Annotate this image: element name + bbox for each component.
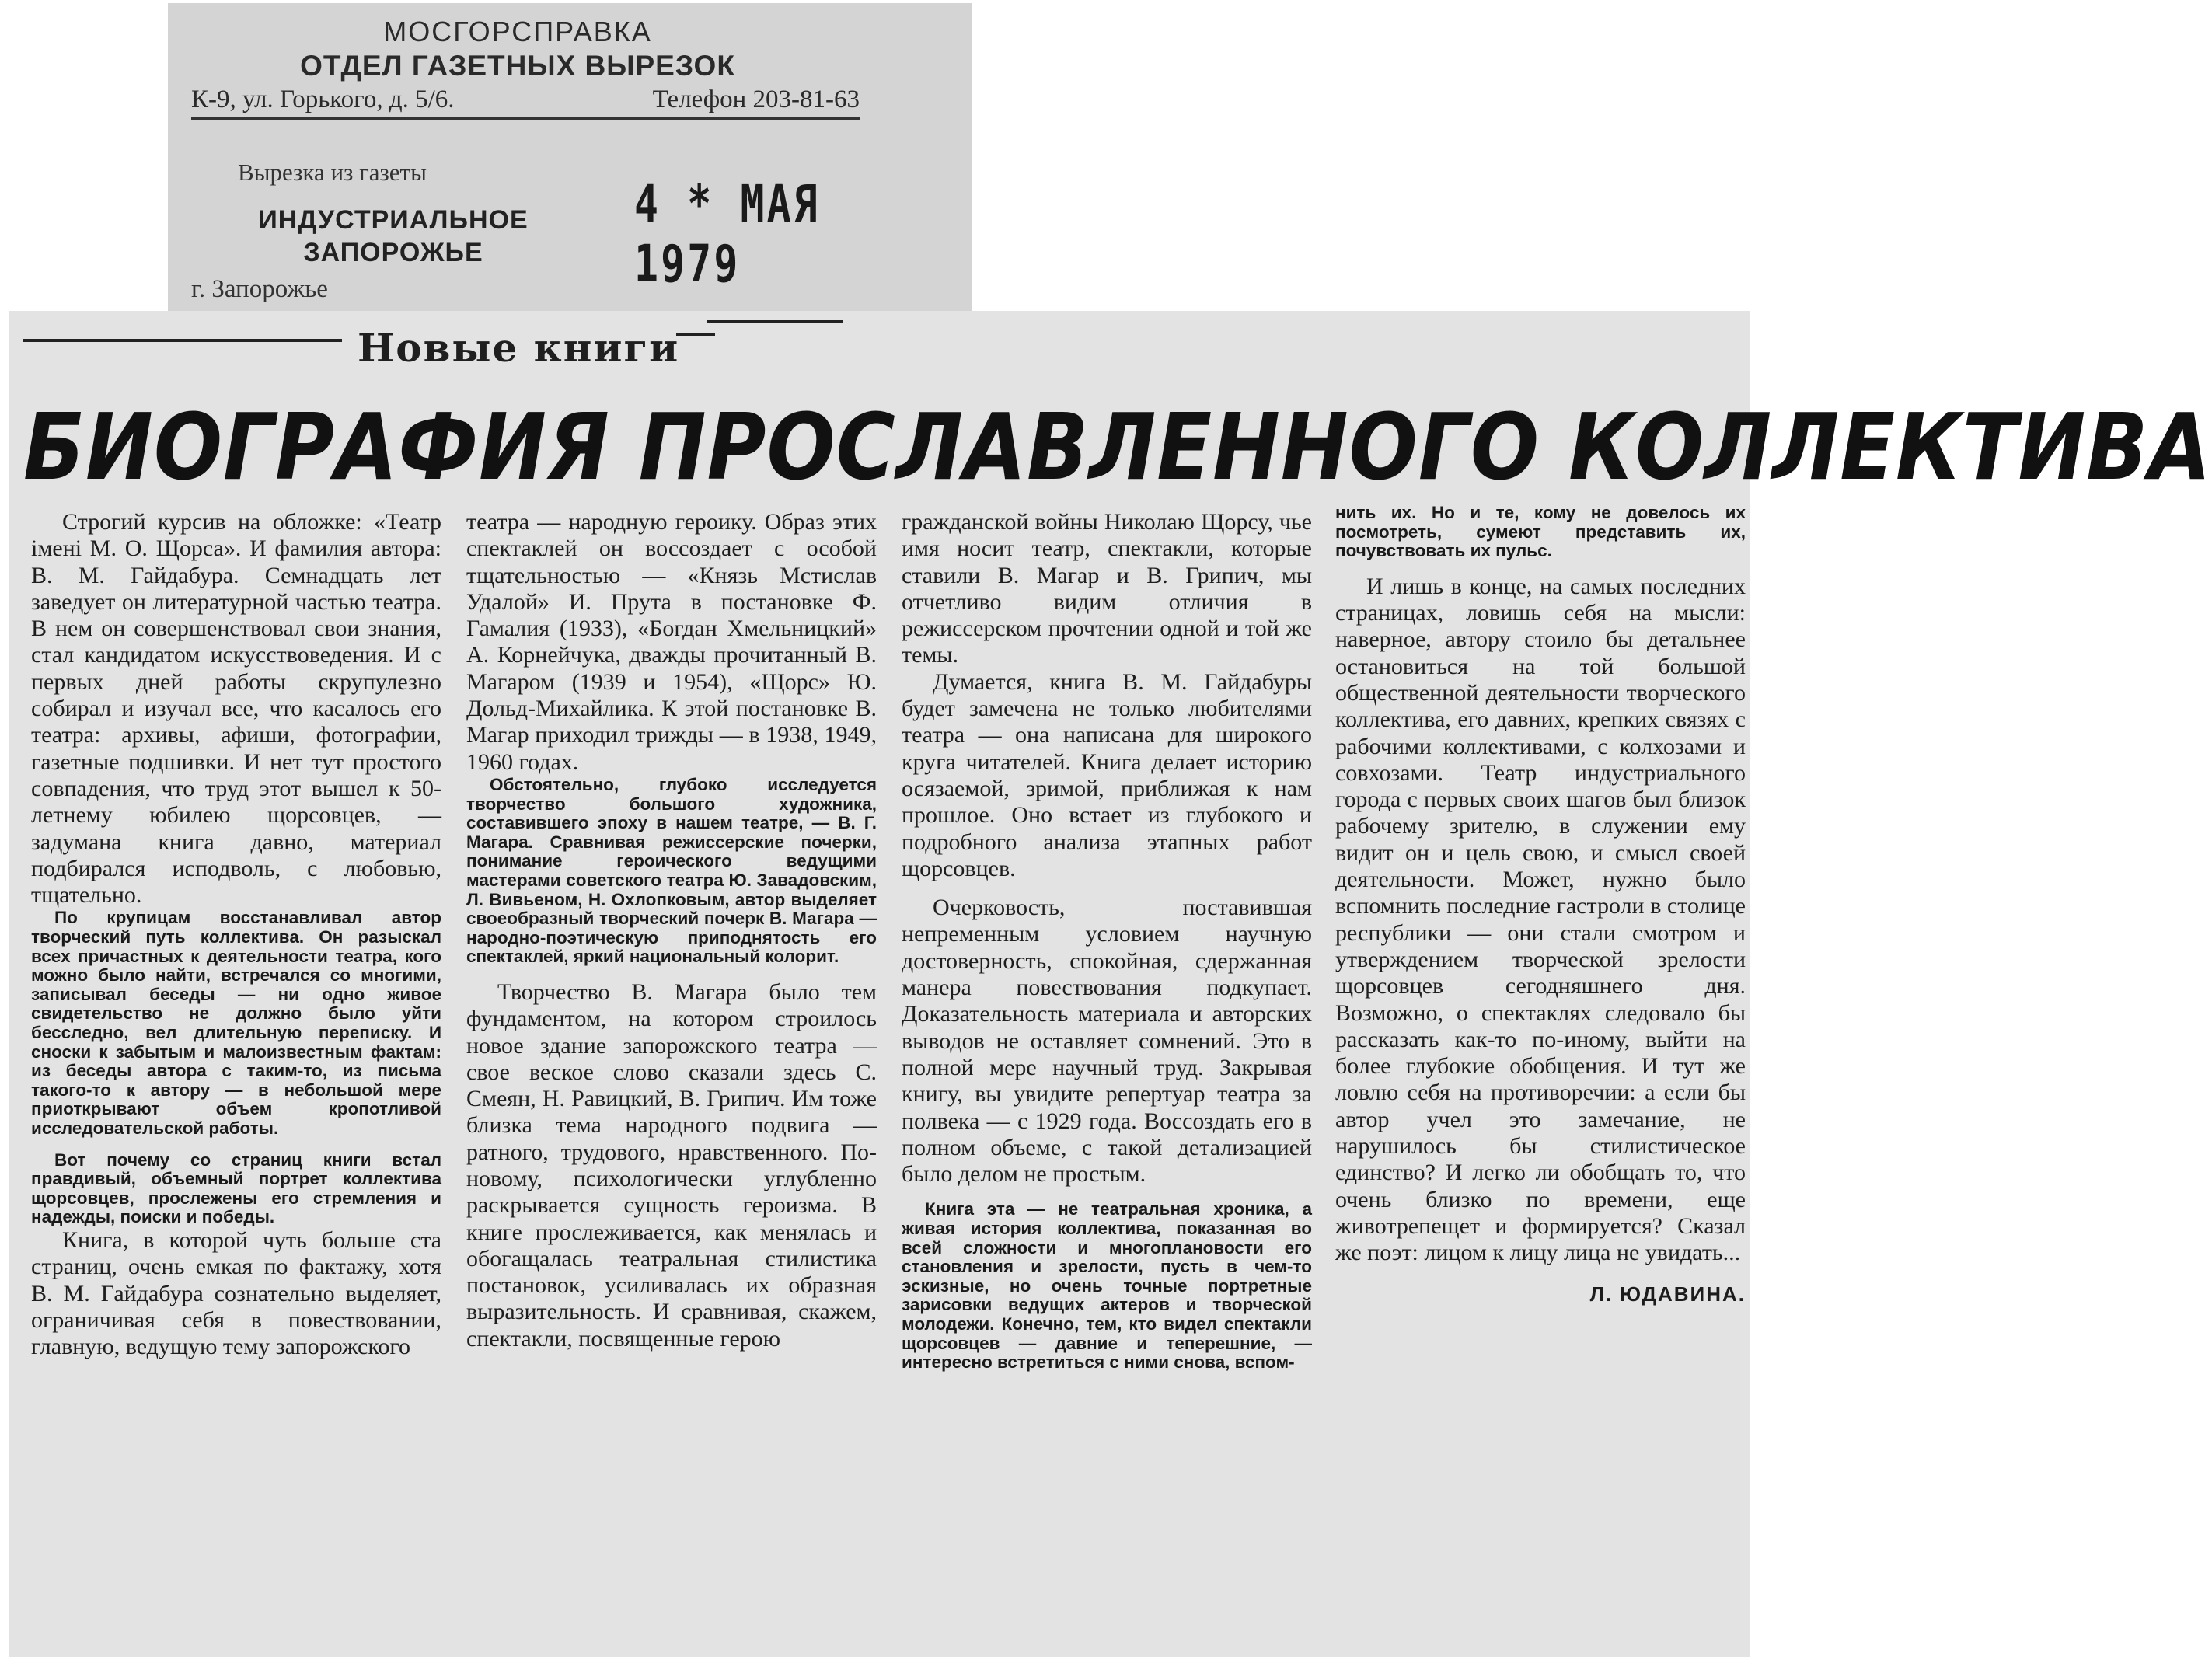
stamp-department: ОТДЕЛ ГАЗЕТНЫХ ВЫРЕЗОК [300, 50, 735, 82]
paragraph: Книга, в которой чуть больше ста страниц, очень емкая по фактажу, хотя В. М. Гайдабура сознательно выделяет, ограничивая себя в повествовании, главную, ведущую тему запорожского [31, 1226, 441, 1360]
rubric-rule-right [676, 333, 715, 336]
paragraph: Строгий курсив на обложке: «Театр імені М. О. Щорса». И фамилия автора: В. М. Гайдабура. Семнадцать лет заведует он литературной частью театра. В нем он совершенствовал свои знания, стал кандидатом искусствоведения. И с первых дней работы скрупулезно собирал и изучал все, что касалось его театра: архивы, афиши, фотографии, газетные подшивки. И нет тут простого совпадения, что труд этот вышел к 50-летнему юбилею щорсовцев, — задумана книга давно, материал подбирался исподволь, с любовью, тщательно. [31, 509, 441, 909]
stamp-clipping-from: Вырезка из газеты [238, 159, 427, 186]
paragraph: театра — народную героику. Образ этих спектаклей он воссоздает с особой тщательностью — «Князь Мстислав Удалой» И. Прута в постановке Ф. Гамалия (1933), «Богдан Хмельницкий» А. Корнейчука, дважды прочитанный В. Магаром (1939 и 1954), «Щорс» Ю. Дольд-Михайлика. К этой постановке В. Магар приходил трижды — в 1938, 1949, 1960 годах. [466, 509, 877, 775]
article-column-4 [1335, 504, 1746, 1646]
newspaper-name-line1: ИНДУСТРИАЛЬНОЕ [258, 205, 529, 235]
paragraph: Вот почему со страниц книги встал правдивый, объемный портрет коллектива щорсовцев, прослежены его стремления и надежды, поиски и победы. [31, 1149, 441, 1227]
stamp-address: К-9, ул. Горького, д. 5/6. [191, 85, 455, 113]
paragraph: Думается, книга В. М. Гайдабуры будет замечена не только любителями театра — она написана для широкого круга читателей. Книга делает историю осязаемой, зримой, приближая к нам прошлое. Оно встает из глубокого и подробного анализа этапных работ щорсовцев. [902, 668, 1312, 881]
author-signature: Л. ЮДАВИНА. [1589, 1282, 1746, 1306]
stamp-newspaper [215, 204, 572, 269]
rubric-title: Новые книги [358, 325, 680, 371]
paragraph: нить их. Но и те, кому не довелось их посмотреть, сумеют представить их, почувствовать их пульс. [1335, 503, 1746, 561]
paragraph: И лишь в конце, на самых последних страницах, ловишь себя на мысли: наверное, автору стоило бы детальнее остановиться на той большой общественной деятельности творческого коллектива, его давних, крепких связях с рабочими коллективами, с колхозами и совхозами. Театр индустриального города с первых своих шагов был близок рабочему зрителю, в служении ему видит он и цель свою, и смысл своей деятельности. Может, нужно было вспомнить последние гастроли в столице республики — они стали смотром и утверждением творческой зрелости щорсовцев сегодняшнего дня. Возможно, о спектаклях следовало бы рассказать как-то по-иному, выйти на более глубокие обобщения. И тут же ловлю себя на противоречии: а если бы автор учел это замечание, не нарушилось бы стилистическое единство? И легко ли обобщать то, что очень близко по времени, еще животрепещет и формируется? Сказал же поэт: лицом к лицу лица не увидать... [1335, 573, 1746, 1266]
paragraph: гражданской войны Николаю Щорсу, чье имя носит театр, спектакли, которые ставили В. Магар и В. Грипич, мы отчетливо видим отличия в режиссерском прочтении одной и той же темы. [902, 509, 1312, 668]
paragraph: По крупицам восстанавливал автор творческий путь коллектива. Он разыскал всех причастных к деятельности театра, кого можно было найти, встречался со многими, записывал беседы — ни одно живое свидетельство не должно было уйти бесследно, вел длительную переписку. И сноски к забытым и малоизвестным фактам: из беседы автора с таким-то, из письма такого-то к автору — в небольшой мере приоткрывают объем кропотливой исследовательской работы. [31, 908, 441, 1138]
paragraph: Обстоятельно, глубоко исследуется творчество большого художника, составившего эпоху в нашем театре, — В. Г. Магара. Сравнивая режиссерские почерки, понимание героического ведущими мастерами советского театра Ю. Завадовским, Л. Вивьеном, Н. Охлопковым, автор выделяет своеобразный творческий почерк В. Магара — народно-поэтическую приподнятость его спектаклей, яркий национальный колорит. [466, 774, 877, 967]
article-column-2 [466, 509, 877, 1652]
rubric-rule-stamp [707, 320, 843, 323]
paragraph: Книга эта — не театральная хроника, а живая история коллектива, показанная во всей сложности и многоплановости его становления и зрелости, пусть в чем-то эскизные, но очень точные портретные зарисовки ведущих актеров и творческой молодежи. Конечно, тем, кто видел спектакли щорсовцев — давние и теперешние, — интересно встретиться с ними снова, вспом- [902, 1199, 1312, 1373]
stamp-phone: Телефон 203-81-63 [652, 85, 860, 113]
newspaper-name-line2: ЗАПОРОЖЬЕ [303, 238, 483, 267]
paragraph: Творчество В. Магара было тем фундаментом, на котором строилось новое здание запорожского театра — свое веское слово сказали здесь С. Смеян, Н. Равицкий, В. Грипич. Им тоже близка тема народного подвига — ратного, трудового, нравственного. По-новому, психологически углубленно раскрывается сущность героизма. В книге прослеживается, как менялась и обогащалась театральная стилистика постановок, усиливалась их образная выразительность. И сравнивая, скажем, спектакли, посвященные герою [466, 979, 877, 1352]
stamp-date: 4 * МАЯ 1979 [634, 174, 820, 294]
stamp-org: МОСГОРСПРАВКА [383, 16, 652, 47]
paragraph: Очерковость, поставившая непременным условием научную достоверность, спокойная, сдержанная манера повествования подкупает. Доказательность материала и авторских выводов не оставляет сомнений. Это в полной мере научный труд. Закрывая книгу, вы увидите репертуар театра за полвека — с 1929 года. Воссоздать его в полном объеме, с такой детализацией было делом не простым. [902, 895, 1312, 1188]
article-headline: БИОГРАФИЯ ПРОСЛАВЛЕННОГО КОЛЛЕКТИВА [23, 393, 2212, 501]
stamp-address-line [191, 85, 860, 120]
clipping-service-stamp [168, 3, 972, 328]
rubric-rule-left [23, 339, 342, 342]
article-column-1 [31, 509, 441, 1652]
article-column-3 [902, 509, 1312, 1652]
stamp-city: г. Запорожье [191, 275, 328, 303]
